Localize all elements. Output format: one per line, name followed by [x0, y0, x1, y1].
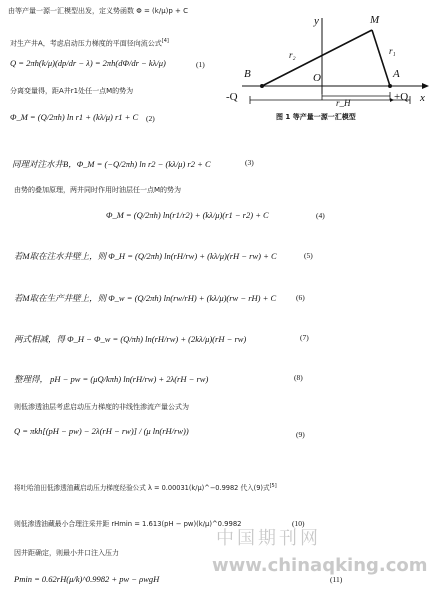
equation-7-text: 两式相减，得 Φ_H − Φ_w = (Q/πh) ln(rH/rw) + (2kλ/μ)(rH − rw): [14, 334, 247, 344]
label-plus-Q: +Q: [394, 91, 409, 103]
eq-number-1: (1): [196, 60, 205, 69]
figure-caption: 图 1 等产量一源一汇模型: [276, 113, 356, 121]
text-line-7: [14, 185, 181, 195]
label-minus-Q: -Q: [226, 91, 238, 103]
eq-number-4: (4): [316, 211, 325, 220]
line-13-text: 则低渗透油层考虑启动压力梯度的非线性渗流产量公式为: [14, 403, 189, 411]
eq-number-5: (5): [304, 251, 313, 260]
line-2-text: 对生产井A，考虑启动压力梯度的平面径向流公式: [10, 39, 162, 48]
eq-number-3: (3): [245, 158, 254, 167]
equation-9-text: Q = πkh[(pH − pw) − 2λ(rH − rw)] / (μ ln(rH/rw)): [14, 426, 189, 436]
eq-number-6: (6): [296, 293, 305, 302]
eq-number-7: (7): [300, 333, 309, 342]
line-1-text: 由等产量一源一汇模型出发，定义势函数 Φ = (k/μ)p + C: [8, 7, 189, 15]
line-4-text: 分离变量得，距A井r1处任一点M的势为: [10, 87, 134, 95]
line-15-text: 将吐哈油田低渗透油藏启动压力梯度经验公式 λ = 0.00031(k/μ)^−0.9982 代入(9)式: [14, 484, 270, 492]
well-A: [388, 84, 392, 88]
equation-8: [14, 373, 208, 385]
text-line-17: [14, 548, 119, 558]
equation-4-text: Φ_M = (Q/2πh) ln(r1/r2) + (kλ/μ)(r1 − r2) + C: [106, 210, 269, 220]
ref-4: [4]: [161, 38, 169, 44]
equation-3-text: 同理对注水井B，Φ_M = (−Q/2πh) ln r2 − (kλ/μ) r2 + C: [12, 159, 211, 169]
label-x: x: [420, 92, 425, 104]
label-rH: r_H: [336, 98, 351, 108]
text-line-16: [14, 518, 241, 528]
eq-number-8: (8): [294, 373, 303, 382]
equation-8-text: 整理得， pH − pw = (μQ/kπh) ln(rH/rw) + 2λ(rH − rw): [14, 374, 209, 384]
line-16-text: 则低渗透油藏最小合理注采井距 rHmin = 1.613(pH − pw)(k/μ)^0.9982: [14, 520, 242, 528]
equation-3: [12, 158, 211, 170]
text-line-1: [8, 6, 188, 16]
eq-number-2: (2): [146, 114, 155, 123]
eq-number-10: (10): [292, 519, 305, 528]
label-M: M: [370, 14, 380, 26]
segment-MA: [372, 30, 390, 86]
label-r1: r₁: [389, 46, 396, 56]
equation-5-text: 若M取在注水井壁上，则 Φ_H = (Q/2πh) ln(rH/rw) + (kλ/μ)(rH − rw) + C: [14, 251, 277, 261]
line-7-text: 由势的叠加原理，两井同时作用时油层任一点M的势为: [14, 186, 182, 194]
equation-11-text: Pmin = 0.62rH(μ/k)^0.9982 + pw − ρwgH: [14, 574, 160, 584]
eq-number-9: (9): [296, 430, 305, 439]
equation-2-text: Φ_M = (Q/2πh) ln r1 + (kλ/μ) r1 + C: [10, 112, 139, 122]
label-B: B: [244, 68, 251, 80]
label-r2: r₂: [289, 50, 296, 60]
text-line-2: [10, 38, 169, 48]
well-B: [260, 84, 264, 88]
equation-9: [14, 426, 189, 436]
text-line-4: [10, 86, 133, 96]
equation-1: [10, 58, 166, 68]
equation-7: [14, 333, 246, 345]
label-y: y: [314, 15, 319, 27]
equation-6-text: 若M取在生产井壁上，则 Φ_w = (Q/2πh) ln(rw/rH) + (kλ/μ)(rw − rH) + C: [14, 293, 277, 303]
ref-5: [5]: [269, 482, 277, 489]
equation-5: [14, 250, 277, 262]
equation-2: [10, 112, 138, 122]
eq-number-11: (11): [330, 575, 343, 584]
line-17-text: 因井距确定，则最小井口注入压力: [14, 549, 119, 557]
equation-6: [14, 292, 276, 304]
equation-4: [106, 210, 269, 220]
equation-11: [14, 574, 159, 584]
x-axis-arrow: [422, 83, 429, 89]
equation-1-text: Q = 2πh(k/μ)(dp/dr − λ) = 2πh(dΦ/dr − kλ/μ): [10, 58, 166, 68]
watermark-cn: 中国期刊网: [216, 528, 321, 549]
watermark-url: www.chinaqking.com: [212, 555, 428, 576]
text-line-15: [14, 482, 277, 492]
label-O: O: [313, 72, 321, 84]
label-A: A: [393, 68, 400, 80]
text-line-13: [14, 402, 189, 412]
